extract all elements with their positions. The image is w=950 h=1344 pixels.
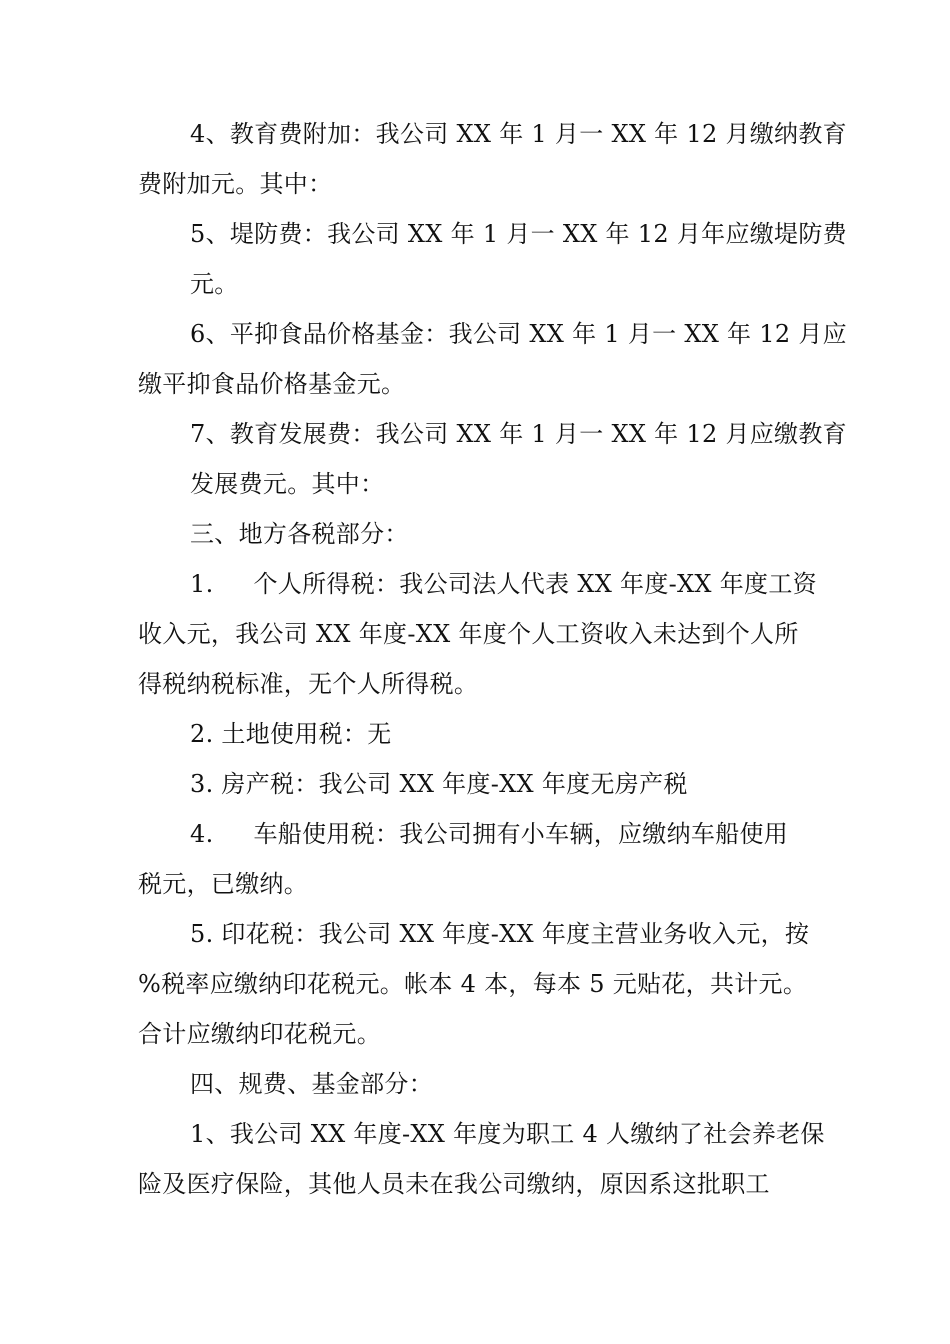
- paragraph-line: 险及医疗保险，其他人员未在我公司缴纳，原因系这批职工: [138, 1170, 770, 1198]
- paragraph-line: 7、教育发展费：我公司 XX 年 1 月一 XX 年 12 月应缴教育: [190, 420, 847, 448]
- paragraph-line: 缴平抑食品价格基金元。: [138, 370, 406, 398]
- list-number: 4.: [190, 820, 214, 848]
- paragraph-line: 收入元，我公司 XX 年度-XX 年度个人工资收入未达到个人所: [138, 620, 799, 648]
- paragraph-line: 合计应缴纳印花税元。: [138, 1020, 381, 1048]
- paragraph-line: 元。: [190, 270, 239, 298]
- paragraph-line: 3. 房产税：我公司 XX 年度-XX 年度无房产税: [190, 770, 688, 798]
- paragraph-line: 1、我公司 XX 年度-XX 年度为职工 4 人缴纳了社会养老保: [190, 1120, 825, 1148]
- paragraph-line: 4、教育费附加：我公司 XX 年 1 月一 XX 年 12 月缴纳教育: [190, 120, 847, 148]
- paragraph-line: %税率应缴纳印花税元。帐本 4 本，每本 5 元贴花，共计元。: [138, 970, 808, 998]
- paragraph-line: 发展费元。其中：: [190, 470, 385, 498]
- section-heading: 三、地方各税部分：: [190, 520, 409, 548]
- paragraph-line: 得税纳税标准，无个人所得税。: [138, 670, 479, 698]
- section-heading: 四、规费、基金部分：: [190, 1070, 433, 1098]
- list-item-line: [190, 817, 830, 851]
- list-number: 1.: [190, 570, 214, 598]
- paragraph-line: 5. 印花税：我公司 XX 年度-XX 年度主营业务收入元，按: [190, 920, 810, 948]
- list-text: 车船使用税：我公司拥有小车辆，应缴纳车船使用: [253, 820, 789, 848]
- paragraph-line: 2. 土地使用税：无: [190, 720, 392, 748]
- paragraph-line: 费附加元。其中：: [138, 170, 333, 198]
- list-text: 个人所得税：我公司法人代表 XX 年度-XX 年度工资: [253, 570, 817, 598]
- paragraph-line: 6、平抑食品价格基金：我公司 XX 年 1 月一 XX 年 12 月应: [190, 320, 847, 348]
- paragraph-line: 税元，已缴纳。: [138, 870, 309, 898]
- list-item-line: [190, 567, 830, 601]
- paragraph-line: 5、堤防费：我公司 XX 年 1 月一 XX 年 12 月年应缴堤防费: [190, 220, 847, 248]
